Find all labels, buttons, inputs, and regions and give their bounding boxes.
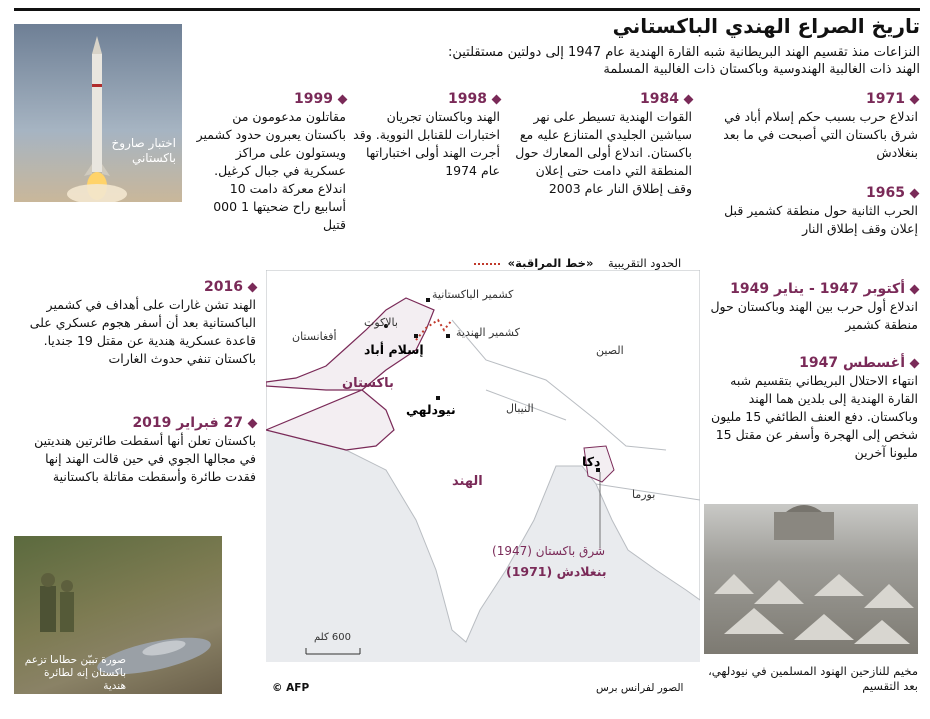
event-year: 1971: [866, 91, 905, 107]
subtitle-line-2: الهند ذات الغالبية الهندوسية وباكستان ذات الغالبية المسلمة: [603, 62, 920, 77]
event-body: باكستان تعلن أنها أسقطت طائرتين هنديتين في مجالها الجوي في حين قالت الهند إنها فقدت طائرة وأسقطت مقاتلة باكستانية: [34, 433, 256, 484]
event-2016: [20, 278, 256, 368]
missile-caption: اختبار صاروخ باكستاني: [111, 136, 176, 165]
event-body: اندلاع حرب بسبب حكم إسلام أباد في شرق باكستان التي أصبحت في ما بعد بنغلادش: [723, 109, 918, 160]
event-body: مقاتلون مدعومون من باكستان يعبرون حدود كشمير ويستولون على مراكز عسكرية في جبال كرغيل. اندلاع معركة دامت 10 أسابيع راح ضحيتها 1 000 قتيل: [196, 109, 346, 232]
legend-approx: الحدود التقريبية: [608, 256, 682, 270]
event-year: 1999: [294, 91, 333, 107]
event-1971: [708, 90, 918, 162]
wreck-caption: صورة تبيّن حطاما تزعم باكستان إنه لطائرة هندية: [24, 654, 126, 692]
event-year: 1984: [640, 91, 679, 107]
photo-credit: الصور لفرانس برس: [596, 682, 684, 694]
event-year: 2016: [204, 279, 243, 295]
diamond-icon: [910, 284, 920, 294]
subtitle-line-1: النزاعات منذ تقسيم الهند البريطانية شبه القارة الهندية عام 1947 إلى دولتين مستقلتين:: [447, 45, 920, 60]
islamabad-dot: [414, 334, 418, 338]
diamond-icon: [684, 94, 694, 104]
diamond-icon: [910, 358, 920, 368]
diamond-icon: [338, 94, 348, 104]
ind-kashmir-dot: [446, 334, 450, 338]
label-china: الصين: [596, 344, 624, 357]
event-aug-1947: [708, 354, 918, 462]
missile-icon: [14, 24, 182, 202]
event-2019: [20, 414, 256, 486]
diamond-icon: [248, 418, 258, 428]
camp-caption: مخيم للنازحين الهنود المسلمين في نيودلهي، بعد التقسيم: [708, 664, 918, 693]
label-islamabad: إسلام أباد: [364, 342, 424, 357]
label-burma: بورما: [632, 488, 656, 501]
event-1965: [708, 184, 918, 238]
credit: © AFP: [272, 682, 310, 694]
label-nepal: النيبال: [506, 402, 534, 415]
event-1998: [350, 90, 500, 180]
subtitle: [440, 44, 920, 78]
event-1999: [196, 90, 346, 234]
map-legend: [474, 256, 681, 270]
diamond-icon: [910, 94, 920, 104]
wreck-photo: [14, 536, 222, 694]
label-balakot: بالاكوت: [364, 316, 398, 329]
event-1984: [512, 90, 692, 198]
event-body: الحرب الثانية حول منطقة كشمير قبل إعلان وقف إطلاق النار: [724, 203, 918, 236]
event-body: انتهاء الاحتلال البريطاني بتقسيم شبه القارة الهندية إلى بلدين هما الهند وباكستان. دفع العنف الطائفي 15 مليون شخص إلى الهجرة وأسفر عن مقتل 15 مليونا آخرين: [711, 373, 918, 460]
event-year: أغسطس 1947: [799, 355, 905, 371]
event-year: 1965: [866, 185, 905, 201]
legend-line-name: «خط المراقبة»: [507, 256, 594, 270]
event-body: اندلاع أول حرب بين الهند وباكستان حول منطقة كشمير: [710, 299, 918, 332]
label-scale: 600 كلم: [314, 632, 351, 643]
top-rule: [14, 8, 920, 11]
label-pakistan: باكستان: [342, 376, 394, 391]
camp-photo: [704, 504, 918, 654]
label-east-pak: شرق باكستان (1947): [492, 544, 606, 558]
label-ind-kashmir: كشمير الهندية: [456, 326, 520, 339]
camp-icon: [704, 504, 918, 654]
label-dhaka: دكا: [582, 454, 601, 469]
pak-kashmir-dot: [426, 298, 430, 302]
label-afghanistan: أفغانستان: [292, 330, 337, 343]
event-year: أكتوبر 1947 - يناير 1949: [730, 281, 905, 297]
event-body: الهند وباكستان تجريان اختبارات للقنابل النووية. وقد أجرت الهند أولى اختباراتها عام 1974: [353, 109, 500, 178]
missile-photo: [14, 24, 182, 202]
label-newdelhi: نيودلهي: [406, 402, 456, 417]
newdelhi-dot: [436, 396, 440, 400]
label-india: الهند: [452, 474, 483, 489]
diamond-icon: [248, 282, 258, 292]
event-body: الهند تشن غارات على أهداف في كشمير الباكستانية بعد أن أسفر هجوم عسكري على قاعدة عسكرية هندية عن مقتل 19 جنديا. باكستان تنفي حدوث الغارات: [29, 297, 256, 366]
event-year: 1998: [448, 91, 487, 107]
control-line-icon: [474, 263, 500, 265]
event-year: 27 فبراير 2019: [132, 415, 243, 431]
event-1947-1949: [708, 280, 918, 334]
diamond-icon: [492, 94, 502, 104]
label-pak-kashmir: كشمير الباكستانية: [432, 288, 514, 301]
event-body: القوات الهندية تسيطر على نهر سياشين الجليدي المتنازع عليه مع باكستان. اندلاع أولى المعارك حول المنطقة التي دامت حتى إعلان وقف إطلاق النار عام 2003: [515, 109, 692, 196]
map: [266, 270, 700, 662]
label-bangladesh: بنغلادش (1971): [506, 564, 607, 579]
diamond-icon: [910, 188, 920, 198]
page-title: تاريخ الصراع الهندي الباكستاني: [612, 14, 920, 38]
